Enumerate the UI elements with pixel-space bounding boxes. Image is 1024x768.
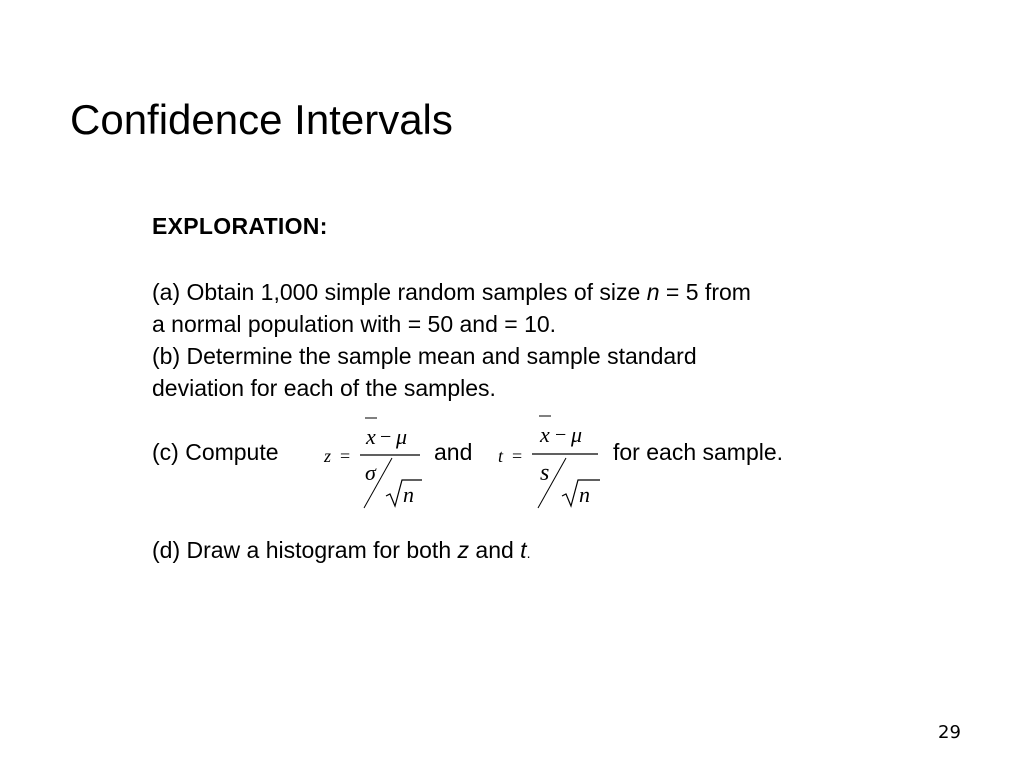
t-formula-num-op: −	[555, 424, 567, 446]
z-formula-den-n: n	[403, 482, 414, 507]
z-formula	[320, 410, 425, 515]
z-formula-eq: =	[340, 446, 351, 466]
step-b-line-2: deviation for each of the samples.	[152, 375, 496, 401]
step-a-var-n: n	[646, 279, 660, 305]
step-d-text-pre: (d) Draw a histogram for both	[152, 537, 458, 563]
t-formula-den-n: n	[579, 482, 590, 507]
step-c-row	[152, 410, 912, 515]
step-d-text-and: and	[469, 537, 521, 563]
step-d-var-z: z	[457, 537, 470, 563]
step-a-line-2: a normal population with = 50 and = 10.	[152, 311, 557, 337]
t-formula-eq: =	[512, 446, 523, 466]
t-formula	[494, 410, 604, 515]
t-formula-num-x: x	[540, 422, 550, 447]
z-formula-num-x: x	[366, 424, 376, 449]
slide-title: Confidence Intervals	[70, 96, 453, 143]
t-formula-lhs: t	[498, 446, 504, 466]
step-a-text-post: = 5 from	[659, 279, 751, 305]
z-formula-num-op: −	[380, 426, 392, 448]
step-c-label: (c) Compute	[152, 439, 279, 465]
step-a-text-pre: (a) Obtain 1,000 simple random samples of size	[152, 279, 647, 305]
step-b-line-1: (b) Determine the sample mean and sample standard	[152, 343, 697, 369]
page-number: 29	[938, 722, 961, 743]
z-formula-lhs: z	[324, 446, 332, 466]
t-formula-den-s: s	[540, 460, 550, 486]
step-d-line	[152, 536, 530, 567]
t-formula-num-mu: μ	[571, 422, 583, 447]
step-d-period: .	[526, 545, 531, 561]
z-formula-den-sigma: σ	[365, 460, 376, 485]
step-c-post: for each sample.	[613, 439, 784, 465]
step-c-and: and	[434, 439, 473, 465]
exploration-heading: EXPLORATION:	[152, 213, 328, 239]
step-d-var-t: t	[520, 537, 527, 563]
step-a-line-1	[152, 278, 751, 306]
z-formula-num-mu: μ	[396, 424, 408, 449]
